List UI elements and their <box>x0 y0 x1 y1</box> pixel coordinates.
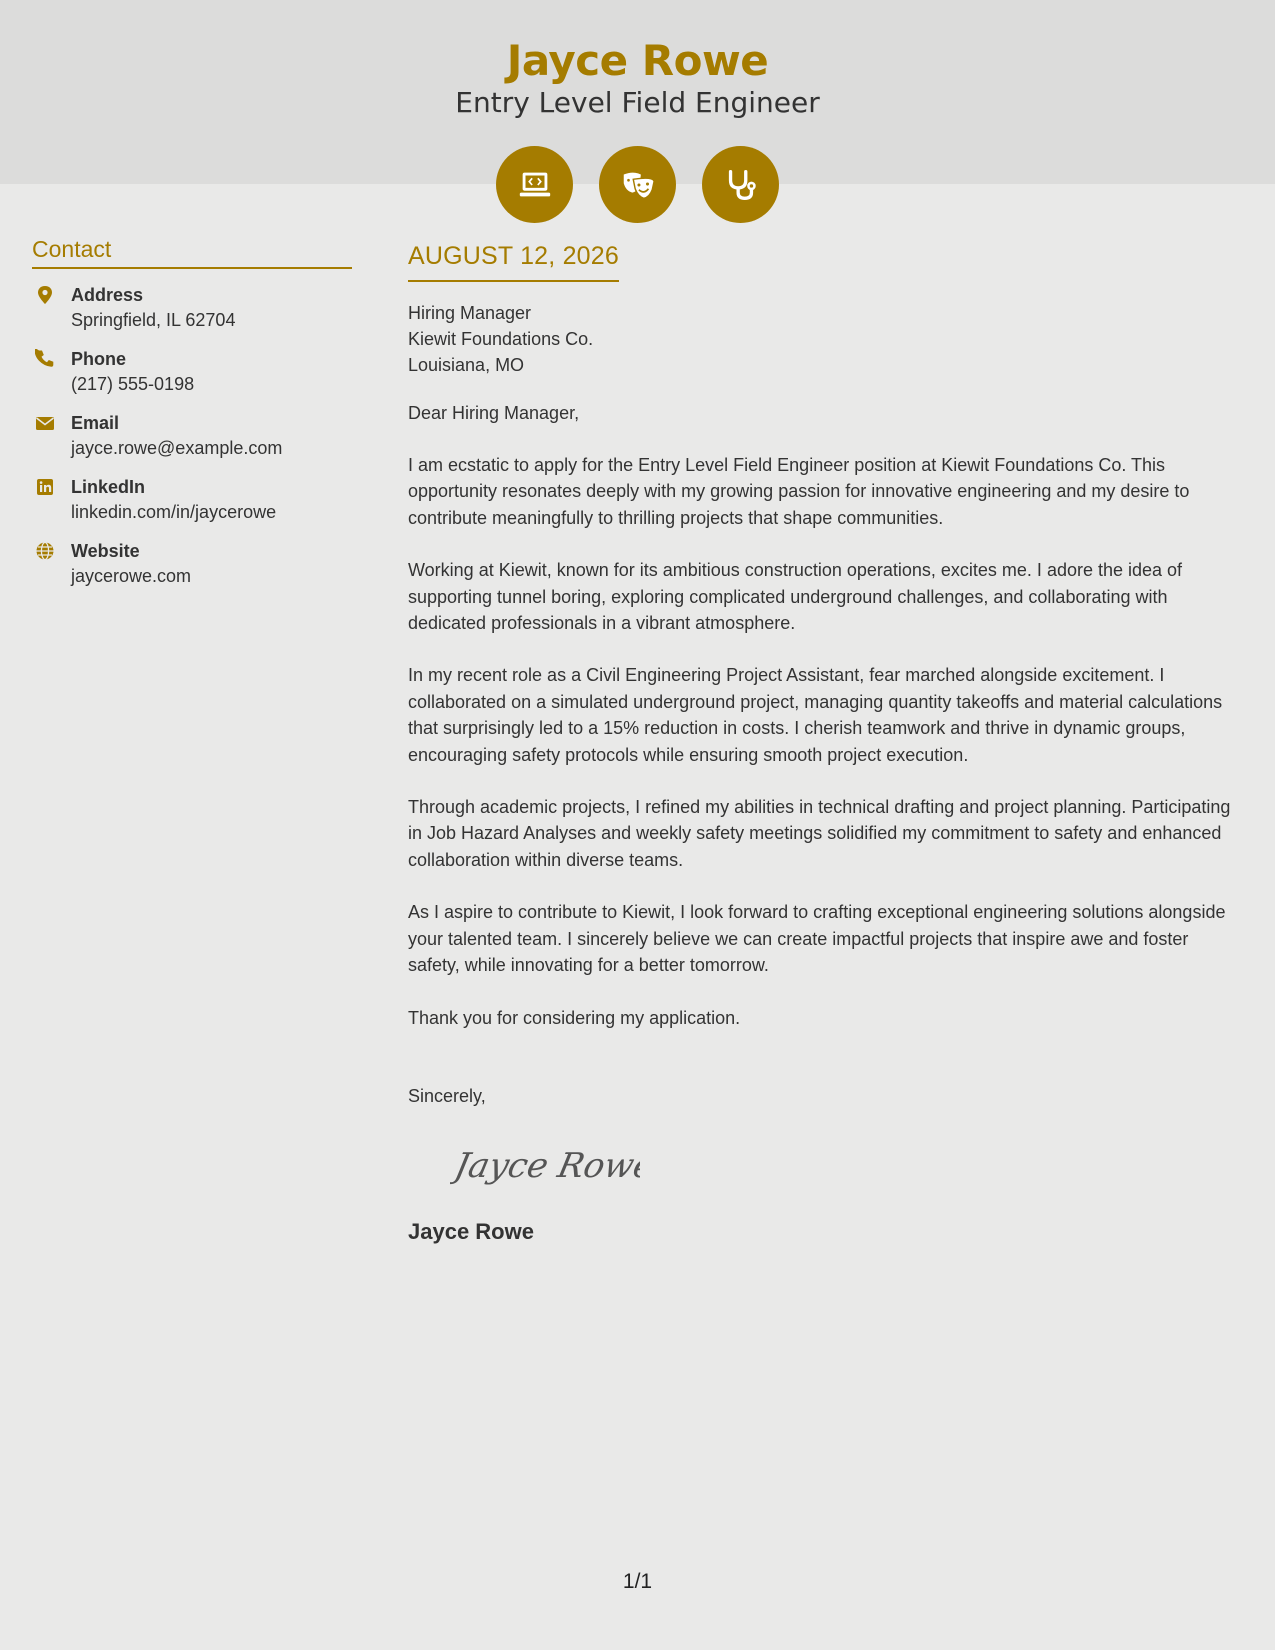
contact-heading: Contact <box>32 236 352 269</box>
paragraph: Working at Kiewit, known for its ambitious construction operations, excites me. I adore the idea of supporting tunnel boring, exploring complicated underground challenges, and collaborating with dedicated professionals in a vibrant atmosphere. <box>408 560 1183 634</box>
phone-label: Phone <box>71 349 127 369</box>
contact-website <box>32 539 352 589</box>
email-value[interactable]: jayce.rowe@example.com <box>71 438 283 458</box>
signature-text: Jayce Rowe <box>451 1146 640 1186</box>
greeting: Dear Hiring Manager, <box>408 403 580 423</box>
contact-phone <box>32 347 352 397</box>
job-title: Entry Level Field Engineer <box>455 86 820 119</box>
closing: Sincerely, <box>408 1085 486 1106</box>
paragraph: I am ecstatic to apply for the Entry Level Field Engineer position at Kiewit Foundations Co. This opportunity resonates deeply with my growing passion for innovative engineering and my desire to contribute meaningfully to thrilling projects that shape communities. <box>408 455 1190 528</box>
paragraph: As I aspire to contribute to Kiewit, I look forward to crafting exceptional engineering solutions alongside your talented team. I sincerely believe we can create impactful projects that inspire awe and foster safety, while innovating for a better tomorrow. <box>408 902 1226 976</box>
stethoscope-icon <box>702 146 779 223</box>
map-pin-icon <box>35 285 55 305</box>
website-label: Website <box>71 541 140 561</box>
contact-address <box>32 283 352 333</box>
address-label: Address <box>71 285 144 305</box>
paragraph: Thank you for considering my application. <box>408 1007 741 1028</box>
linkedin-label: LinkedIn <box>71 477 146 497</box>
signer-name: Jayce Rowe <box>408 1218 534 1244</box>
handwritten-signature <box>450 1135 1238 1199</box>
contact-sidebar <box>32 236 352 589</box>
address-value: Springfield, IL 62704 <box>71 310 236 330</box>
letter-date: AUGUST 12, 2026 <box>408 238 619 282</box>
paragraph: Through academic projects, I refined my abilities in technical drafting and project planning. Participating in Job Hazard Analyses and weekly safety meetings solidified my commitment to safety and enhanced collaboration within diverse teams. <box>408 797 1231 870</box>
phone-icon <box>35 349 55 369</box>
page-number: 1/1 <box>622 1570 653 1593</box>
contact-email <box>32 411 352 461</box>
website-value[interactable]: jaycerowe.com <box>71 566 192 586</box>
recipient-line: Hiring Manager <box>408 303 532 323</box>
theater-masks-icon <box>599 146 676 223</box>
recipient-block <box>408 300 1238 378</box>
linkedin-icon <box>35 477 55 497</box>
recipient-line: Kiewit Foundations Co. <box>408 329 594 349</box>
applicant-name: Jayce Rowe <box>506 36 769 85</box>
globe-icon <box>35 541 55 561</box>
contact-linkedin <box>32 475 352 525</box>
laptop-code-icon <box>496 146 573 223</box>
envelope-icon <box>35 413 55 433</box>
letter-body <box>408 238 1238 1245</box>
linkedin-value[interactable]: linkedin.com/in/jaycerowe <box>71 502 277 522</box>
recipient-line: Louisiana, MO <box>408 355 525 375</box>
phone-value: (217) 555-0198 <box>71 374 195 394</box>
email-label: Email <box>71 413 120 433</box>
paragraph: In my recent role as a Civil Engineering Project Assistant, fear marched alongside excitement. I collaborated on a simulated underground project, managing quantity takeoffs and material calculations that surprisingly led to a 15% reduction in costs. I cherish teamwork and thrive in dynamic groups, encouraging safety protocols while ensuring smooth project execution. <box>408 665 1223 765</box>
